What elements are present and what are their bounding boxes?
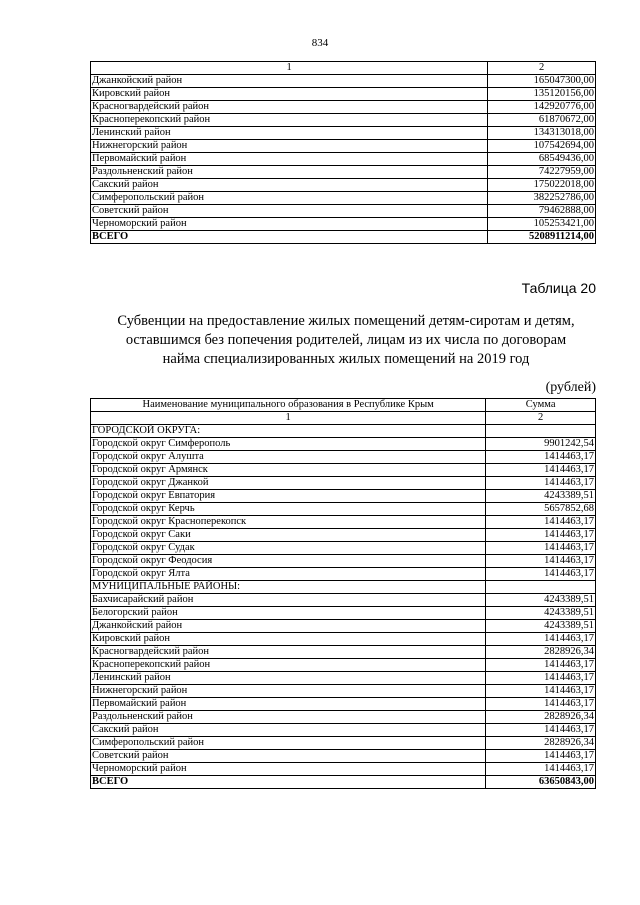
municipality-name-cell: Джанкойский район [91, 620, 486, 633]
table-row [91, 477, 596, 490]
table-row [91, 620, 596, 633]
amount-cell: 1414463,17 [486, 477, 596, 490]
amount-cell: 1414463,17 [486, 568, 596, 581]
table-row [91, 633, 596, 646]
amount-cell: 1414463,17 [486, 555, 596, 568]
document-title [0, 312, 640, 369]
municipality-name-cell: Городской округ Саки [91, 529, 486, 542]
total-label-cell: ВСЕГО [91, 776, 486, 789]
amount-cell: 4243389,51 [486, 490, 596, 503]
top-table [90, 61, 596, 244]
total-amount-cell: 5208911214,00 [488, 231, 596, 244]
municipality-name-cell: Городской округ Красноперекопск [91, 516, 486, 529]
table-row [91, 205, 596, 218]
subsidy-table [90, 398, 596, 789]
district-name-cell: Сакский район [91, 179, 488, 192]
amount-cell: 68549436,00 [488, 153, 596, 166]
table-row [91, 568, 596, 581]
amount-cell: 2828926,34 [486, 711, 596, 724]
table-row [91, 646, 596, 659]
table-row [91, 516, 596, 529]
header-name-cell: Наименование муниципального образования в Республике Крым [91, 399, 486, 412]
municipality-name-cell: Городской округ Судак [91, 542, 486, 555]
title-line: оставшимся без попечения родителей, лицам из их числа по договорам [125, 332, 567, 348]
amount-cell: 1414463,17 [486, 659, 596, 672]
amount-cell: 175022018,00 [488, 179, 596, 192]
table-row [91, 451, 596, 464]
amount-cell: 9901242,54 [486, 438, 596, 451]
amount-cell: 1414463,17 [486, 685, 596, 698]
table-row [91, 438, 596, 451]
municipality-name-cell: Красногвардейский район [91, 646, 486, 659]
page-number: 834 [311, 37, 329, 49]
municipality-name-cell: Городской округ Алушта [91, 451, 486, 464]
amount-cell: 1414463,17 [486, 672, 596, 685]
municipality-name-cell: Советский район [91, 750, 486, 763]
municipality-name-cell: Ленинский район [91, 672, 486, 685]
amount-cell: 61870672,00 [488, 114, 596, 127]
municipality-name-cell: Черноморский район [91, 763, 486, 776]
table-row [91, 555, 596, 568]
amount-cell: 382252786,00 [488, 192, 596, 205]
top-table-body [91, 62, 596, 244]
subsidy-table-body [91, 399, 596, 789]
municipality-name-cell: Городской округ Армянск [91, 464, 486, 477]
units-label: (рублей) [545, 380, 596, 395]
amount-cell: 1414463,17 [486, 750, 596, 763]
district-name-cell: Красноперекопский район [91, 114, 488, 127]
municipality-name-cell: Кировский район [91, 633, 486, 646]
header-sum-cell: Сумма [486, 399, 596, 412]
table-row [91, 698, 596, 711]
table-row [91, 140, 596, 153]
table-row [91, 166, 596, 179]
section-label-cell: МУНИЦИПАЛЬНЫЕ РАЙОНЫ: [91, 581, 486, 594]
table-row [91, 542, 596, 555]
district-name-cell: Красногвардейский район [91, 101, 488, 114]
total-row [91, 776, 596, 789]
district-name-cell: Советский район [91, 205, 488, 218]
table-row [91, 763, 596, 776]
municipality-name-cell: Городской округ Евпатория [91, 490, 486, 503]
amount-cell: 135120156,00 [488, 88, 596, 101]
column-number-row [91, 62, 596, 75]
table-row [91, 724, 596, 737]
amount-cell: 1414463,17 [486, 724, 596, 737]
amount-cell: 107542694,00 [488, 140, 596, 153]
municipality-name-cell: Белогорский район [91, 607, 486, 620]
amount-cell: 165047300,00 [488, 75, 596, 88]
section-row [91, 581, 596, 594]
table-row [91, 490, 596, 503]
amount-cell: 1414463,17 [486, 451, 596, 464]
table-row [91, 503, 596, 516]
title-line: Субвенции на предоставление жилых помещений детям-сиротам и детям, [117, 313, 575, 329]
municipality-name-cell: Красноперекопский район [91, 659, 486, 672]
table-row [91, 685, 596, 698]
district-name-cell: Раздольненский район [91, 166, 488, 179]
district-name-cell: Джанкойский район [91, 75, 488, 88]
header-row [91, 399, 596, 412]
amount-cell: 79462888,00 [488, 205, 596, 218]
municipality-name-cell: Нижнегорский район [91, 685, 486, 698]
district-name-cell: Первомайский район [91, 153, 488, 166]
municipality-name-cell: Раздольненский район [91, 711, 486, 724]
table-row [91, 607, 596, 620]
empty-cell [486, 425, 596, 438]
municipality-name-cell: Городской округ Симферополь [91, 438, 486, 451]
column-number-cell: 1 [91, 412, 486, 425]
municipality-name-cell: Городской округ Ялта [91, 568, 486, 581]
table-row [91, 711, 596, 724]
district-name-cell: Симферопольский район [91, 192, 488, 205]
municipality-name-cell: Сакский район [91, 724, 486, 737]
amount-cell: 4243389,51 [486, 594, 596, 607]
empty-cell [486, 581, 596, 594]
table-row [91, 192, 596, 205]
table-row [91, 179, 596, 192]
amount-cell: 1414463,17 [486, 633, 596, 646]
table-row [91, 218, 596, 231]
table-row [91, 737, 596, 750]
table-row [91, 114, 596, 127]
municipality-name-cell: Первомайский район [91, 698, 486, 711]
title-line: найма специализированных жилых помещений на 2019 год [162, 351, 530, 367]
total-amount-cell: 63650843,00 [486, 776, 596, 789]
column-number-cell: 1 [91, 62, 488, 75]
table-caption: Таблица 20 [521, 280, 596, 296]
amount-cell: 2828926,34 [486, 646, 596, 659]
district-name-cell: Нижнегорский район [91, 140, 488, 153]
district-name-cell: Ленинский район [91, 127, 488, 140]
district-name-cell: Кировский район [91, 88, 488, 101]
amount-cell: 2828926,34 [486, 737, 596, 750]
amount-cell: 1414463,17 [486, 698, 596, 711]
amount-cell: 1414463,17 [486, 529, 596, 542]
total-label-cell: ВСЕГО [91, 231, 488, 244]
amount-cell: 134313018,00 [488, 127, 596, 140]
amount-cell: 1414463,17 [486, 763, 596, 776]
column-number-cell: 2 [488, 62, 596, 75]
amount-cell: 74227959,00 [488, 166, 596, 179]
table-row [91, 75, 596, 88]
section-label-cell: ГОРОДСКОЙ ОКРУГА: [91, 425, 486, 438]
table-row [91, 88, 596, 101]
table-row [91, 750, 596, 763]
municipality-name-cell: Бахчисарайский район [91, 594, 486, 607]
amount-cell: 1414463,17 [486, 542, 596, 555]
amount-cell: 105253421,00 [488, 218, 596, 231]
amount-cell: 1414463,17 [486, 464, 596, 477]
amount-cell: 1414463,17 [486, 516, 596, 529]
table-row [91, 672, 596, 685]
municipality-name-cell: Городской округ Керчь [91, 503, 486, 516]
municipality-name-cell: Симферопольский район [91, 737, 486, 750]
amount-cell: 5657852,68 [486, 503, 596, 516]
total-row [91, 231, 596, 244]
municipality-name-cell: Городской округ Джанкой [91, 477, 486, 490]
column-number-row [91, 412, 596, 425]
table-row [91, 594, 596, 607]
amount-cell: 142920776,00 [488, 101, 596, 114]
district-name-cell: Черноморский район [91, 218, 488, 231]
table-row [91, 529, 596, 542]
table-row [91, 127, 596, 140]
section-row [91, 425, 596, 438]
amount-cell: 4243389,51 [486, 607, 596, 620]
amount-cell: 4243389,51 [486, 620, 596, 633]
table-row [91, 464, 596, 477]
table-row [91, 659, 596, 672]
column-number-cell: 2 [486, 412, 596, 425]
municipality-name-cell: Городской округ Феодосия [91, 555, 486, 568]
table-row [91, 153, 596, 166]
table-row [91, 101, 596, 114]
